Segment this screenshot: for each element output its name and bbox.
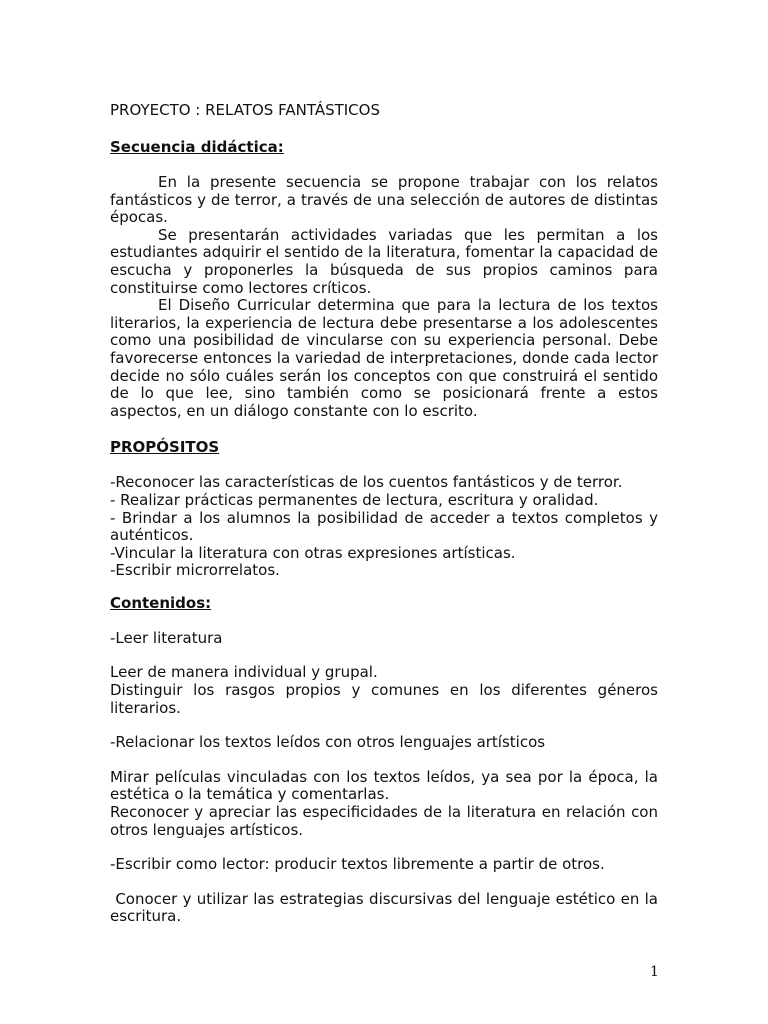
contenidos-line: Mirar películas vinculadas con los textos leídos, ya sea por la época, la estética o la temática y comentarlas.	[110, 767, 658, 804]
contenidos-section-body	[110, 664, 658, 717]
contenidos-section-body	[110, 769, 658, 839]
page-number: 1	[650, 964, 659, 980]
proposito-item: - Brindar a los alumnos la posibilidad de acceder a textos completos y auténticos.	[110, 508, 658, 545]
contenidos-line: Leer de manera individual y grupal.	[110, 663, 378, 682]
proposito-item: - Realizar prácticas permanentes de lectura, escritura y oralidad.	[110, 490, 599, 509]
proposito-item: -Escribir microrrelatos.	[110, 561, 280, 580]
secuencia-heading: Secuencia didáctica:	[110, 138, 284, 156]
proposito-item: -Vincular la literatura con otras expresiones artísticas.	[110, 543, 516, 562]
contenidos-line: Distinguir los rasgos propios y comunes en los diferentes géneros literarios.	[110, 681, 658, 717]
contenidos-line: Conocer y utilizar las estrategias discursivas del lenguaje estético en la escritura.	[110, 889, 663, 926]
secuencia-paragraph: En la presente secuencia se propone trabajar con los relatos fantásticos y de terror, a través de una selección de autores de distintas épocas.	[110, 173, 658, 227]
document-title: PROYECTO : RELATOS FANTÁSTICOS	[110, 101, 380, 119]
propositos-list	[110, 474, 658, 580]
proposito-item: -Reconocer las características de los cuentos fantásticos y de terror.	[110, 473, 623, 492]
document-page	[110, 100, 663, 926]
contenidos-line: Reconocer y apreciar las especificidades de la literatura en relación con otros lenguajes artísticos.	[110, 803, 658, 839]
contenidos-heading: Contenidos:	[110, 593, 212, 612]
contenidos-section-title: -Leer literatura	[110, 628, 223, 647]
contenidos-section-body	[110, 889, 663, 926]
secuencia-paragraph: Se presentarán actividades variadas que les permitan a los estudiantes adquirir el sentido de la literatura, fomentar la capacidad de escucha y proponerles la búsqueda de sus propios caminos para constituirse como lectores críticos.	[110, 225, 658, 297]
propositos-heading: PROPÓSITOS	[110, 438, 220, 457]
contenidos-section-title: -Relacionar los textos leídos con otros lenguajes artísticos	[110, 733, 546, 752]
secuencia-paragraph: El Diseño Curricular determina que para la lectura de los textos literarios, la experiencia de lectura debe presentarse a los adolescentes como una posibilidad de vincularse con su experiencia personal. Debe favorecerse entonces la variedad de interpretaciones, donde cada lector decide no sólo cuáles serán los conceptos con que construirá el sentido de lo que lee, sino también como se posicionará frente a estos aspectos, en un diálogo constante con lo escrito.	[110, 296, 658, 420]
contenidos-section-title: -Escribir como lector: producir textos libremente a partir de otros.	[110, 855, 605, 874]
secuencia-body	[110, 174, 658, 420]
